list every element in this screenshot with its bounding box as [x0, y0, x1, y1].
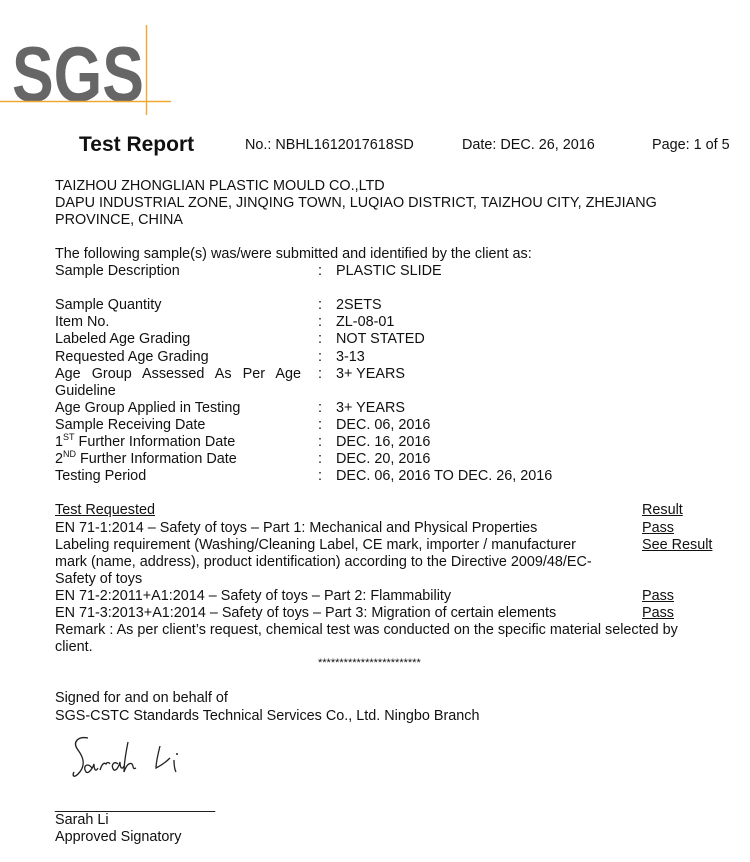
colon: : — [318, 297, 322, 313]
client-address-line1: DAPU INDUSTRIAL ZONE, JINQING TOWN, LUQIAO DISTRICT, TAIZHOU CITY, ZHEJIANG — [55, 195, 657, 211]
sgs-logo-text: SGS — [12, 30, 144, 118]
client-name: TAIZHOU ZHONGLIAN PLASTIC MOULD CO.,LTD — [55, 178, 385, 194]
value: 3+ YEARS — [336, 366, 405, 382]
test-item-en71-3: EN 71-3:2013+A1:2014 – Safety of toys – Part 3: Migration of certain elements — [55, 605, 557, 621]
label-text: Further Information Date — [74, 434, 236, 450]
value: DEC. 06, 2016 TO DEC. 26, 2016 — [336, 468, 553, 484]
intro-text: The following sample(s) was/were submitted and identified by the client as: — [55, 246, 532, 262]
label: Age Group Applied in Testing — [55, 400, 241, 416]
ordinal-number: 2 — [55, 451, 64, 467]
result-en71-3: Pass — [642, 605, 674, 621]
label-text: Further Information Date — [76, 451, 237, 467]
label: Sample Receiving Date — [55, 417, 206, 433]
remark-line2: client. — [55, 639, 93, 655]
result-en71-2: Pass — [642, 588, 674, 604]
colon: : — [318, 349, 322, 365]
label: Item No. — [55, 314, 110, 330]
value: 3+ YEARS — [336, 400, 405, 416]
signatory-name: Sarah Li — [55, 812, 109, 828]
sgs-logo — [0, 0, 175, 120]
colon: : — [318, 468, 322, 484]
client-address-line2: PROVINCE, CHINA — [55, 212, 183, 228]
colon: : — [318, 314, 322, 330]
report-date: Date: DEC. 26, 2016 — [462, 137, 595, 153]
label: Testing Period — [55, 468, 147, 484]
value: 2SETS — [336, 297, 382, 313]
value: PLASTIC SLIDE — [336, 263, 442, 279]
value: DEC. 06, 2016 — [336, 417, 431, 433]
value: DEC. 16, 2016 — [336, 434, 431, 450]
label: Sample Description — [55, 263, 180, 279]
remark-line1: Remark : As per client’s request, chemical test was conducted on the specific material selected by — [55, 622, 678, 638]
label: Age Group Assessed As Per Age — [55, 366, 301, 382]
colon: : — [318, 417, 322, 433]
label: Requested Age Grading — [55, 349, 209, 365]
label: Sample Quantity — [55, 297, 162, 313]
test-item-en71-2: EN 71-2:2011+A1:2014 – Safety of toys – Part 2: Flammability — [55, 588, 452, 604]
report-number: No.: NBHL1612017618SD — [245, 137, 414, 153]
result-en71-1: Pass — [642, 520, 674, 536]
handwritten-signature — [66, 732, 196, 792]
result-labeling: See Result — [642, 537, 713, 553]
label — [55, 451, 237, 468]
label-continued: Guideline — [55, 383, 116, 399]
value: NOT STATED — [336, 331, 425, 347]
value: 3-13 — [336, 349, 365, 365]
company-branch: SGS-CSTC Standards Technical Services Co., Ltd. Ningbo Branch — [55, 708, 480, 724]
colon: : — [318, 434, 322, 450]
value: ZL-08-01 — [336, 314, 395, 330]
label: Labeled Age Grading — [55, 331, 191, 347]
separator-stars: ************************ — [318, 657, 421, 669]
test-requested-header: Test Requested — [55, 502, 155, 518]
signed-for-text: Signed for and on behalf of — [55, 690, 228, 706]
label — [55, 434, 235, 451]
colon: : — [318, 331, 322, 347]
colon: : — [318, 400, 322, 416]
ordinal-suffix: ST — [63, 432, 75, 442]
report-title: Test Report — [79, 133, 195, 156]
signatory-role: Approved Signatory — [55, 829, 182, 845]
colon: : — [318, 366, 322, 382]
ordinal-number: 1 — [55, 434, 64, 450]
test-item-labeling-line2: mark (name, address), product identification) according to the Directive 2009/48/EC- — [55, 554, 592, 570]
value: DEC. 20, 2016 — [336, 451, 431, 467]
colon: : — [318, 263, 322, 279]
test-item-labeling-line1: Labeling requirement (Washing/Cleaning Label, CE mark, importer / manufacturer — [55, 537, 576, 553]
colon: : — [318, 451, 322, 467]
ordinal-suffix: ND — [63, 449, 77, 459]
page-indicator: Page: 1 of 5 — [652, 137, 730, 153]
signature-line: ____________________ — [55, 797, 216, 813]
result-header: Result — [642, 502, 683, 518]
test-item-en71-1: EN 71-1:2014 – Safety of toys – Part 1: Mechanical and Physical Properties — [55, 520, 538, 536]
test-item-labeling-line3: Safety of toys — [55, 571, 143, 587]
